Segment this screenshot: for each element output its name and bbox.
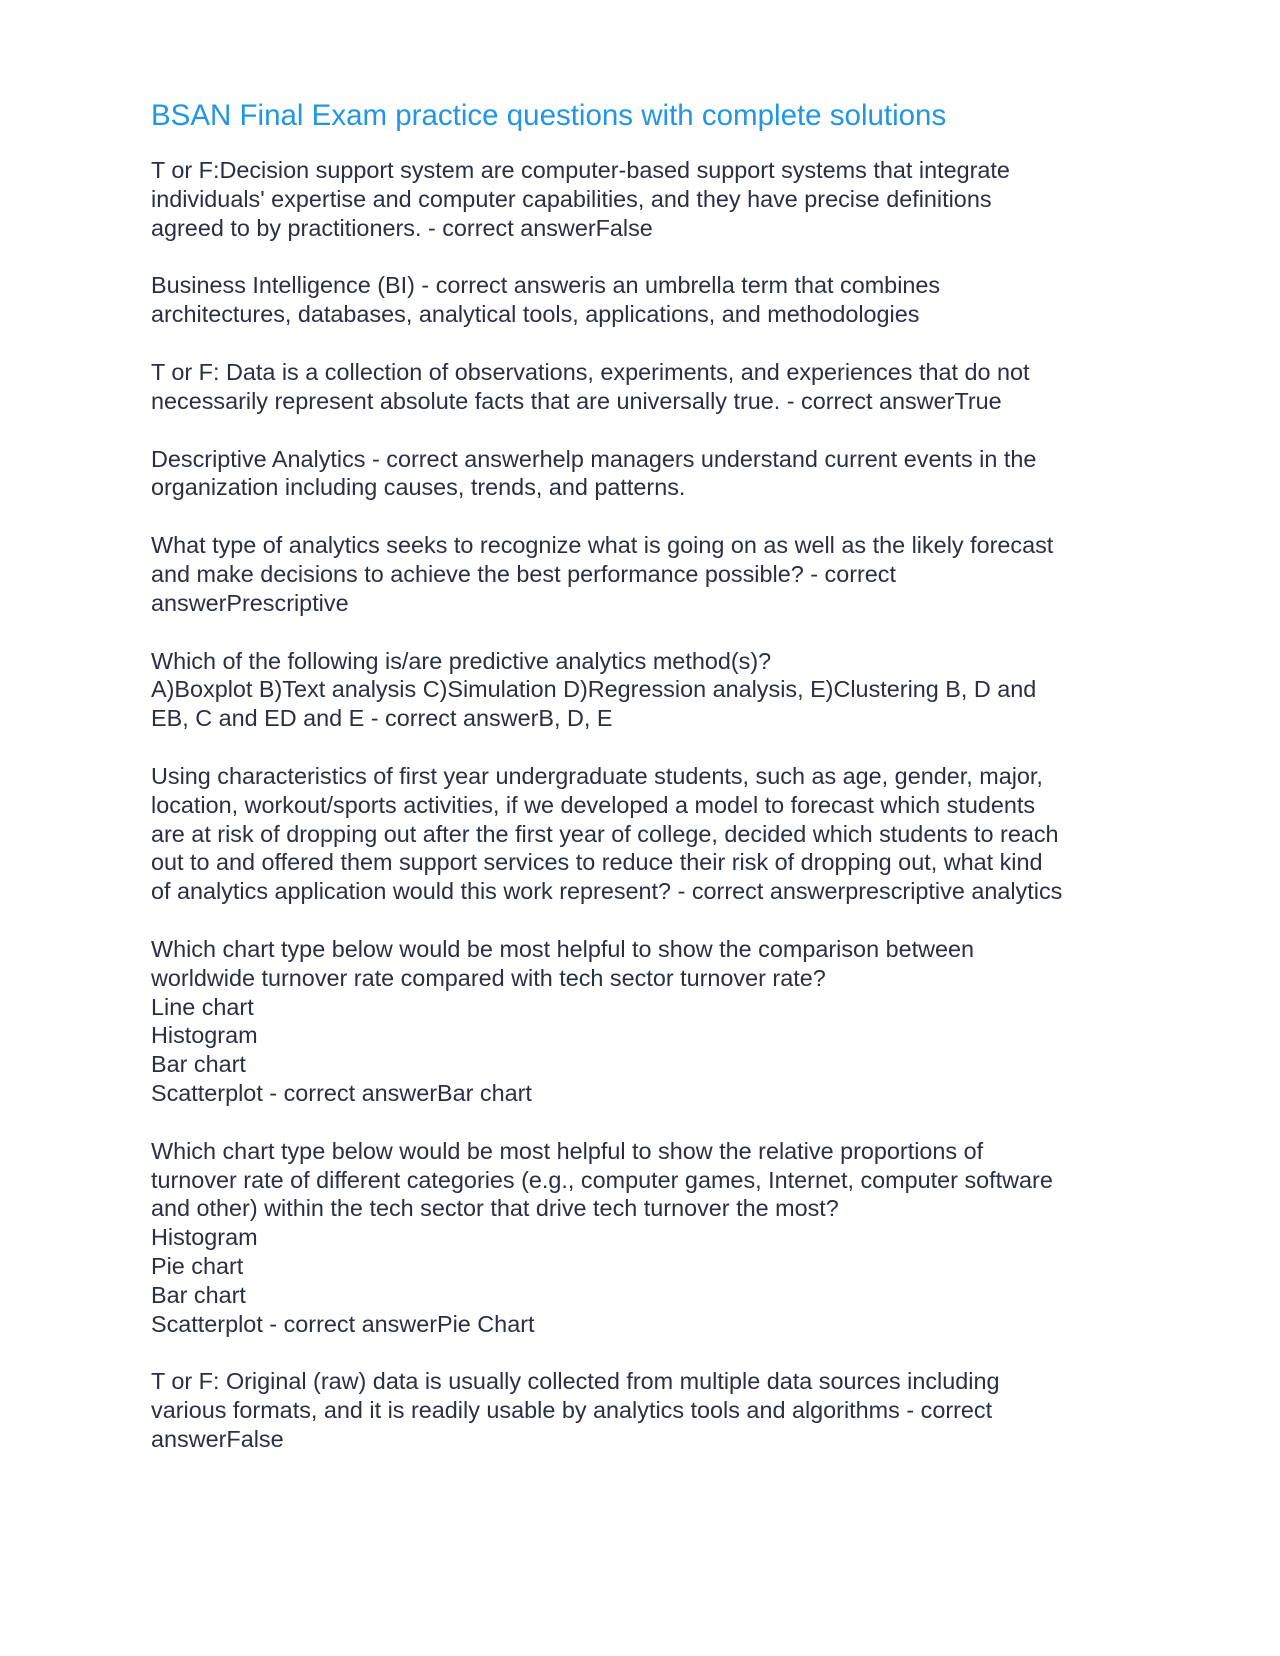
text-line: Which chart type below would be most helpful to show the comparison between xyxy=(151,935,975,962)
qa-item-1 xyxy=(151,156,1131,242)
text-line: turnover rate of different categories (e.g., computer games, Internet, computer software xyxy=(151,1166,1053,1193)
document-title: BSAN Final Exam practice questions with complete solutions xyxy=(151,99,947,132)
text-line: various formats, and it is readily usable by analytics tools and algorithms - correct xyxy=(151,1397,993,1424)
qa-item-2 xyxy=(151,271,1131,329)
text-line: Bar chart xyxy=(151,1281,246,1308)
text-line: T or F:Decision support system are computer-based support systems that integrate xyxy=(151,157,1010,183)
text-line: of analytics application would this work represent? - correct answerprescriptive analytics xyxy=(151,878,1063,905)
text-line: and other) within the tech sector that drive tech turnover the most? xyxy=(151,1195,839,1222)
text-line: A)Boxplot B)Text analysis C)Simulation D)Regression analysis, E)Clustering B, D and xyxy=(151,676,1037,703)
text-line: Which of the following is/are predictive analytics method(s)? xyxy=(151,647,772,674)
text-line: agreed to by practitioners. - correct answerFalse xyxy=(151,214,653,241)
qa-item-5 xyxy=(151,531,1131,617)
text-line: Scatterplot - correct answerPie Chart xyxy=(151,1310,535,1337)
text-line: T or F: Original (raw) data is usually collected from multiple data sources including xyxy=(151,1368,1000,1395)
text-line: Bar chart xyxy=(151,1051,246,1078)
text-line: are at risk of dropping out after the first year of college, decided which students to reach xyxy=(151,820,1059,847)
text-line: out to and offered them support services to reduce their risk of dropping out, what kind xyxy=(151,849,1043,876)
text-line: Descriptive Analytics - correct answerhelp managers understand current events in the xyxy=(151,445,1037,472)
text-line: organization including causes, trends, and patterns. xyxy=(151,474,686,501)
text-line: Business Intelligence (BI) - correct answeris an umbrella term that combines xyxy=(151,272,941,299)
qa-item-8 xyxy=(151,935,1131,1108)
text-line: answerFalse xyxy=(151,1425,284,1452)
qa-item-9 xyxy=(151,1137,1131,1339)
text-line: Using characteristics of first year undergraduate students, such as age, gender, major, xyxy=(151,762,1043,789)
text-line: Pie chart xyxy=(151,1252,244,1279)
text-line: and make decisions to achieve the best performance possible? - correct xyxy=(151,560,896,587)
text-line: EB, C and ED and E - correct answerB, D, E xyxy=(151,705,613,732)
text-line: location, workout/sports activities, if we developed a model to forecast which students xyxy=(151,791,1036,818)
qa-item-3 xyxy=(151,358,1131,416)
text-line: Line chart xyxy=(151,993,254,1020)
text-line: answerPrescriptive xyxy=(151,589,349,616)
text-line: Histogram xyxy=(151,1022,258,1049)
qa-item-6 xyxy=(151,647,1131,733)
text-line: T or F: Data is a collection of observations, experiments, and experiences that do not xyxy=(151,358,1030,385)
text-line: What type of analytics seeks to recognize what is going on as well as the likely forecast xyxy=(151,532,1054,559)
text-line: necessarily represent absolute facts that are universally true. - correct answerTrue xyxy=(151,387,1002,414)
qa-item-10 xyxy=(151,1367,1131,1453)
text-line: Histogram xyxy=(151,1224,258,1251)
text-line: Scatterplot - correct answerBar chart xyxy=(151,1079,532,1106)
qa-item-7 xyxy=(151,762,1131,906)
text-line: architectures, databases, analytical tools, applications, and methodologies xyxy=(151,301,920,328)
text-line: Which chart type below would be most helpful to show the relative proportions of xyxy=(151,1137,984,1164)
text-line: worldwide turnover rate compared with tech sector turnover rate? xyxy=(151,964,826,991)
document-page xyxy=(151,98,1131,1483)
text-line: individuals' expertise and computer capabilities, and they have precise definitions xyxy=(151,185,992,212)
qa-item-4 xyxy=(151,445,1131,503)
